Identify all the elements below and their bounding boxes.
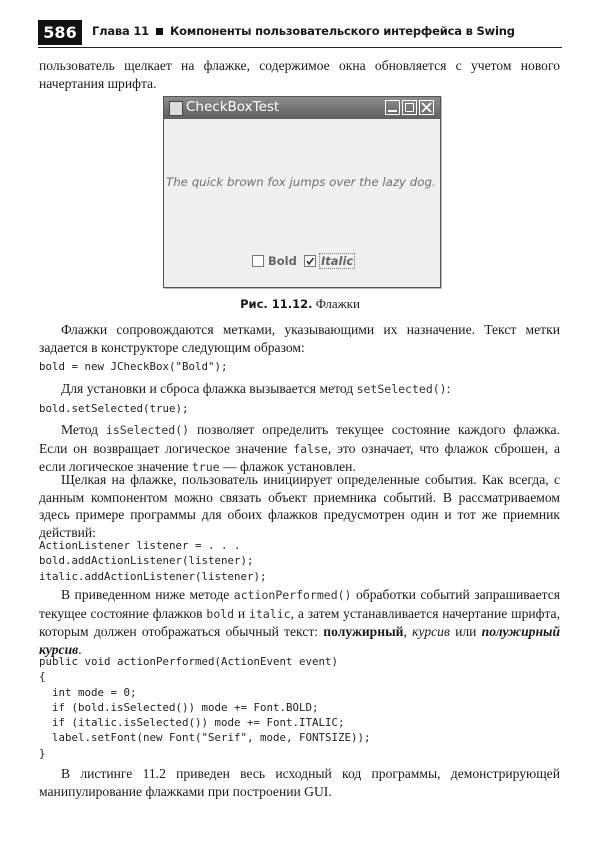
p5-end: . (78, 641, 82, 657)
paragraph-events: Щелкая на флажке, пользователь инициирует определенные события. Как всегда, с данным компонентом можно связать объект приемника событий. В рассматриваемом здесь примере программы для обоих флажков предусмотрен один и тот же приемник действий: (39, 472, 560, 540)
italic-checkbox-label[interactable]: Italic (321, 254, 354, 268)
chapter-title: Компоненты пользовательского интерфейса в Swing (169, 24, 515, 38)
code-setselected: bold.setSelected(true); (39, 402, 189, 415)
inline-code: actionPerformed() (233, 588, 352, 602)
checkmark-icon (305, 256, 315, 266)
code-actionperformed: public void actionPerformed(ActionEvent event) { int mode = 0; if (bold.isSelected()) mode += Font.BOLD; if (italic.isSelected()) mode += Font.ITALIC; label.setFont(new Font("Serif", mode, FONTSIZE)); } (39, 655, 371, 760)
italic-word: курсив (412, 624, 450, 639)
paragraph-actionperformed (39, 586, 560, 658)
caption-label: Рис. 11.12. (240, 297, 313, 311)
page-number: 586 (38, 20, 82, 45)
p5-e: или (449, 624, 482, 639)
sample-text-label: The quick brown fox jumps over the lazy dog. (166, 175, 436, 189)
p3-c: , это означает, что флажок сброшен, а если логическое значение (39, 440, 560, 474)
intro-paragraph: пользователь щелкает на флажке, содержимое окна обновляется с учетом нового начертания шрифта. (39, 58, 560, 91)
inline-code: italic (249, 606, 291, 621)
bold-checkbox[interactable] (252, 255, 264, 267)
p2-text: Для установки и сброса флажка вызывается метод (61, 381, 357, 396)
p5-d: , а затем устанавливается начертание шрифта, которым должен отображаться обычный текст: (39, 605, 560, 639)
app-icon (169, 101, 183, 116)
chapter-heading (92, 24, 515, 38)
p5-c: и (234, 605, 250, 621)
maximize-icon[interactable] (402, 100, 417, 115)
paragraph-setselected (39, 380, 560, 399)
bold-checkbox-label[interactable]: Bold (268, 254, 297, 268)
code-jcheckbox: bold = new JCheckBox("Bold"); (39, 360, 228, 373)
running-header (38, 17, 562, 48)
p3-a: Метод (61, 422, 106, 437)
bolditalic-word: полужирный курсив (39, 624, 561, 657)
chapter-label: Глава 11 (92, 24, 149, 38)
paragraph-checkbox-labels: Флажки сопровождаются метками, указывающими их назначение. Текст метки задается в конструкторе следующим образом: (39, 322, 560, 355)
p5-a: В приведенном ниже методе (61, 587, 234, 602)
p2-end: : (446, 381, 451, 396)
inline-code: true (191, 460, 220, 474)
window-titlebar[interactable] (164, 97, 440, 119)
close-icon[interactable] (419, 100, 434, 115)
minimize-icon[interactable] (385, 100, 400, 115)
paragraph-listing: В листинге 11.2 приведен весь исходный код программы, демонстрирующей манипулирование флажками при построении GUI. (39, 766, 560, 799)
inline-code: false (293, 441, 328, 456)
caption-text: Флажки (315, 296, 360, 311)
inline-code: isSelected() (105, 423, 190, 437)
bold-word: полужирный (323, 624, 404, 639)
p5-b: обработки событий запрашивается текущее состояние флажков (39, 587, 561, 621)
p3-d: — флажок установлен. (219, 459, 356, 474)
header-separator-icon (156, 28, 163, 35)
figure-caption (0, 296, 600, 312)
code-listener: ActionListener listener = . . . bold.addActionListener(listener); italic.addActionListener(listener); (39, 539, 267, 583)
inline-code: setSelected() (356, 382, 447, 396)
italic-checkbox[interactable] (304, 255, 316, 267)
p3-b: позволяет определить текущее состояние каждого флажка. Если он возвращает логическое значение (39, 422, 560, 456)
paragraph-isselected (39, 421, 560, 477)
window-title: CheckBoxTest (186, 99, 280, 115)
p5-sep: , (403, 624, 413, 639)
checkbox-test-window (163, 96, 441, 288)
inline-code: bold (206, 606, 235, 621)
